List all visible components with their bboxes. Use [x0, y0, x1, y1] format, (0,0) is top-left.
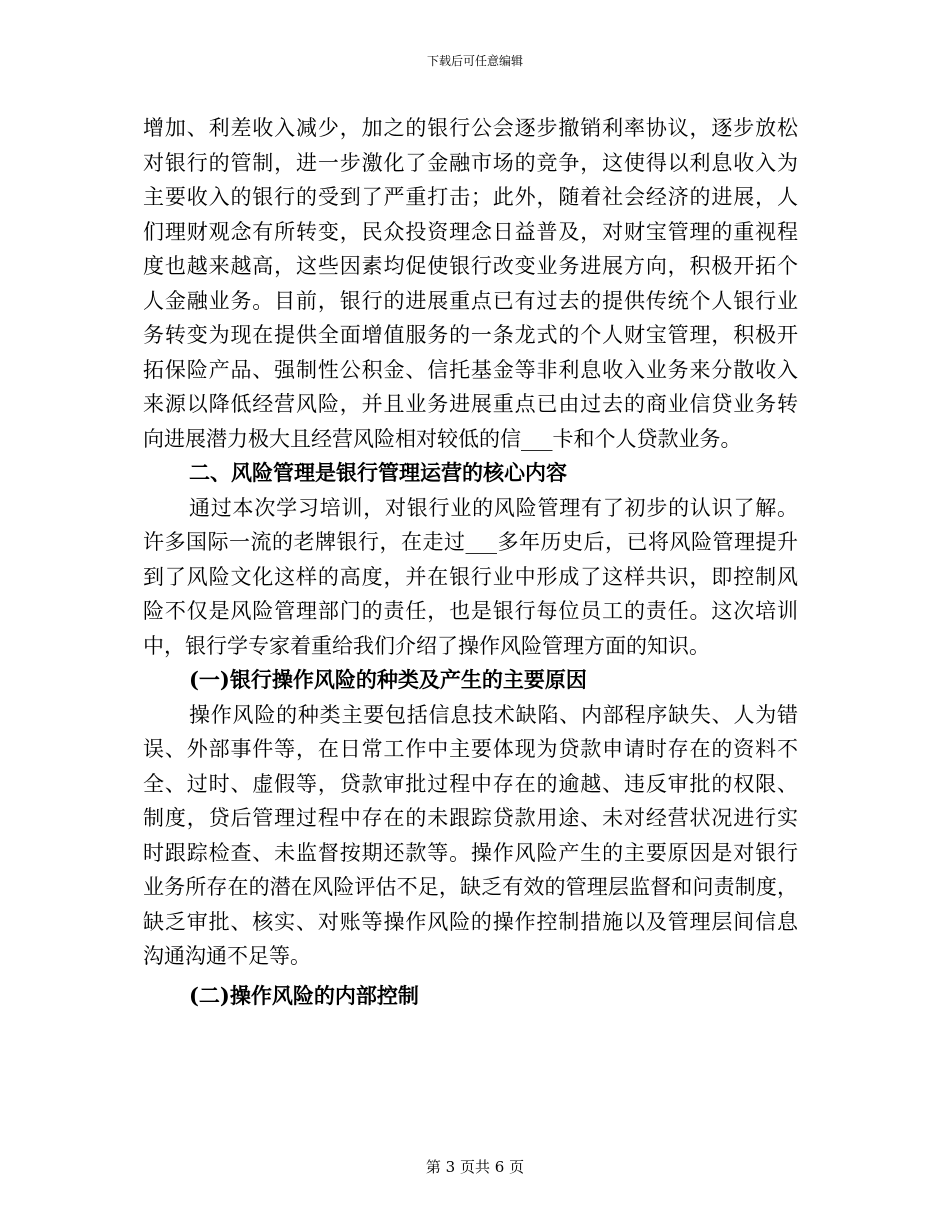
subsection-heading-operational-risk-types: (一)银行操作风险的种类及产生的主要原因: [189, 667, 587, 692]
text-line: 操作风险的种类主要包括信息技术缺陷、内部程序缺失、人为错: [189, 702, 798, 727]
text-line: 主要收入的银行的受到了严重打击；此外，随着社会经济的进展，人: [143, 185, 798, 209]
section-heading-risk-management: 二、风险管理是银行管理运营的核心内容: [189, 460, 567, 485]
text-line: 人金融业务。目前，银行的进展重点已有过去的提供传统个人银行业: [143, 288, 798, 313]
text-line: 来源以降低经营风险，并且业务进展重点已由过去的商业信贷业务转: [143, 392, 798, 416]
text-line: 中，银行学专家着重给我们介绍了操作风险管理方面的知识。: [143, 633, 710, 658]
text-line: 务转变为现在提供全面增值服务的一条龙式的个人财宝管理，积极开: [143, 323, 798, 347]
text-line: 增加、利差收入减少，加之的银行公会逐步撤销利率协议，逐步放松: [143, 116, 798, 140]
text-line: 通过本次学习培训，对银行业的风险管理有了初步的认识了解。: [189, 495, 798, 520]
paragraph-training-summary: [143, 491, 798, 664]
text-line: 业务所存在的潜在风险评估不足，缺乏有效的管理层监督和问责制度，: [143, 875, 798, 899]
subsection-heading-internal-control: (二)操作风险的内部控制: [189, 982, 419, 1008]
text-line: 到了风险文化这样的高度，并在银行业中形成了这样共识，即控制风: [143, 564, 798, 589]
text-line: 许多国际一流的老牌银行，在走过___多年历史后，已将风险管理提升: [143, 530, 798, 554]
text-line: 全、过时、虚假等，贷款审批过程中存在的逾越、违反审批的权限、: [143, 771, 798, 796]
document-body: [143, 111, 798, 1013]
text-line: 度也越来越高，这些因素均促使银行改变业务进展方向，积极开拓个: [143, 254, 798, 278]
paragraph-banking-competition: [143, 111, 798, 456]
text-line: 拓保险产品、强制性公积金、信托基金等非利息收入业务来分散收入: [143, 357, 798, 382]
text-line: 制度，贷后管理过程中存在的未跟踪贷款用途、未对经营状况进行实: [143, 806, 798, 830]
page-header-note: 下载后可任意编辑: [426, 54, 523, 68]
text-line: 时跟踪检查、未监督按期还款等。操作风险产生的主要原因是对银行: [143, 840, 798, 865]
text-line: 沟通沟通不足等。: [143, 944, 311, 968]
text-line: 误、外部事件等，在日常工作中主要体现为贷款申请时存在的资料不: [143, 737, 798, 761]
text-line: 缺乏审批、核实、对账等操作风险的操作控制措施以及管理层间信息: [143, 909, 798, 934]
text-line: 险不仅是风险管理部门的责任，也是银行每位员工的责任。这次培训: [143, 599, 798, 623]
text-line: 对银行的管制，进一步激化了金融市场的竞争，这使得以利息收入为: [143, 150, 798, 175]
text-line: 向进展潜力极大且经营风险相对较低的信___卡和个人贷款业务。: [143, 426, 742, 451]
paragraph-operational-risk-types: [143, 698, 798, 974]
text-line: 们理财观念有所转变，民众投资理念日益普及，对财宝管理的重视程: [143, 219, 798, 244]
page-number: 第 3 页共 6 页: [425, 1158, 525, 1176]
